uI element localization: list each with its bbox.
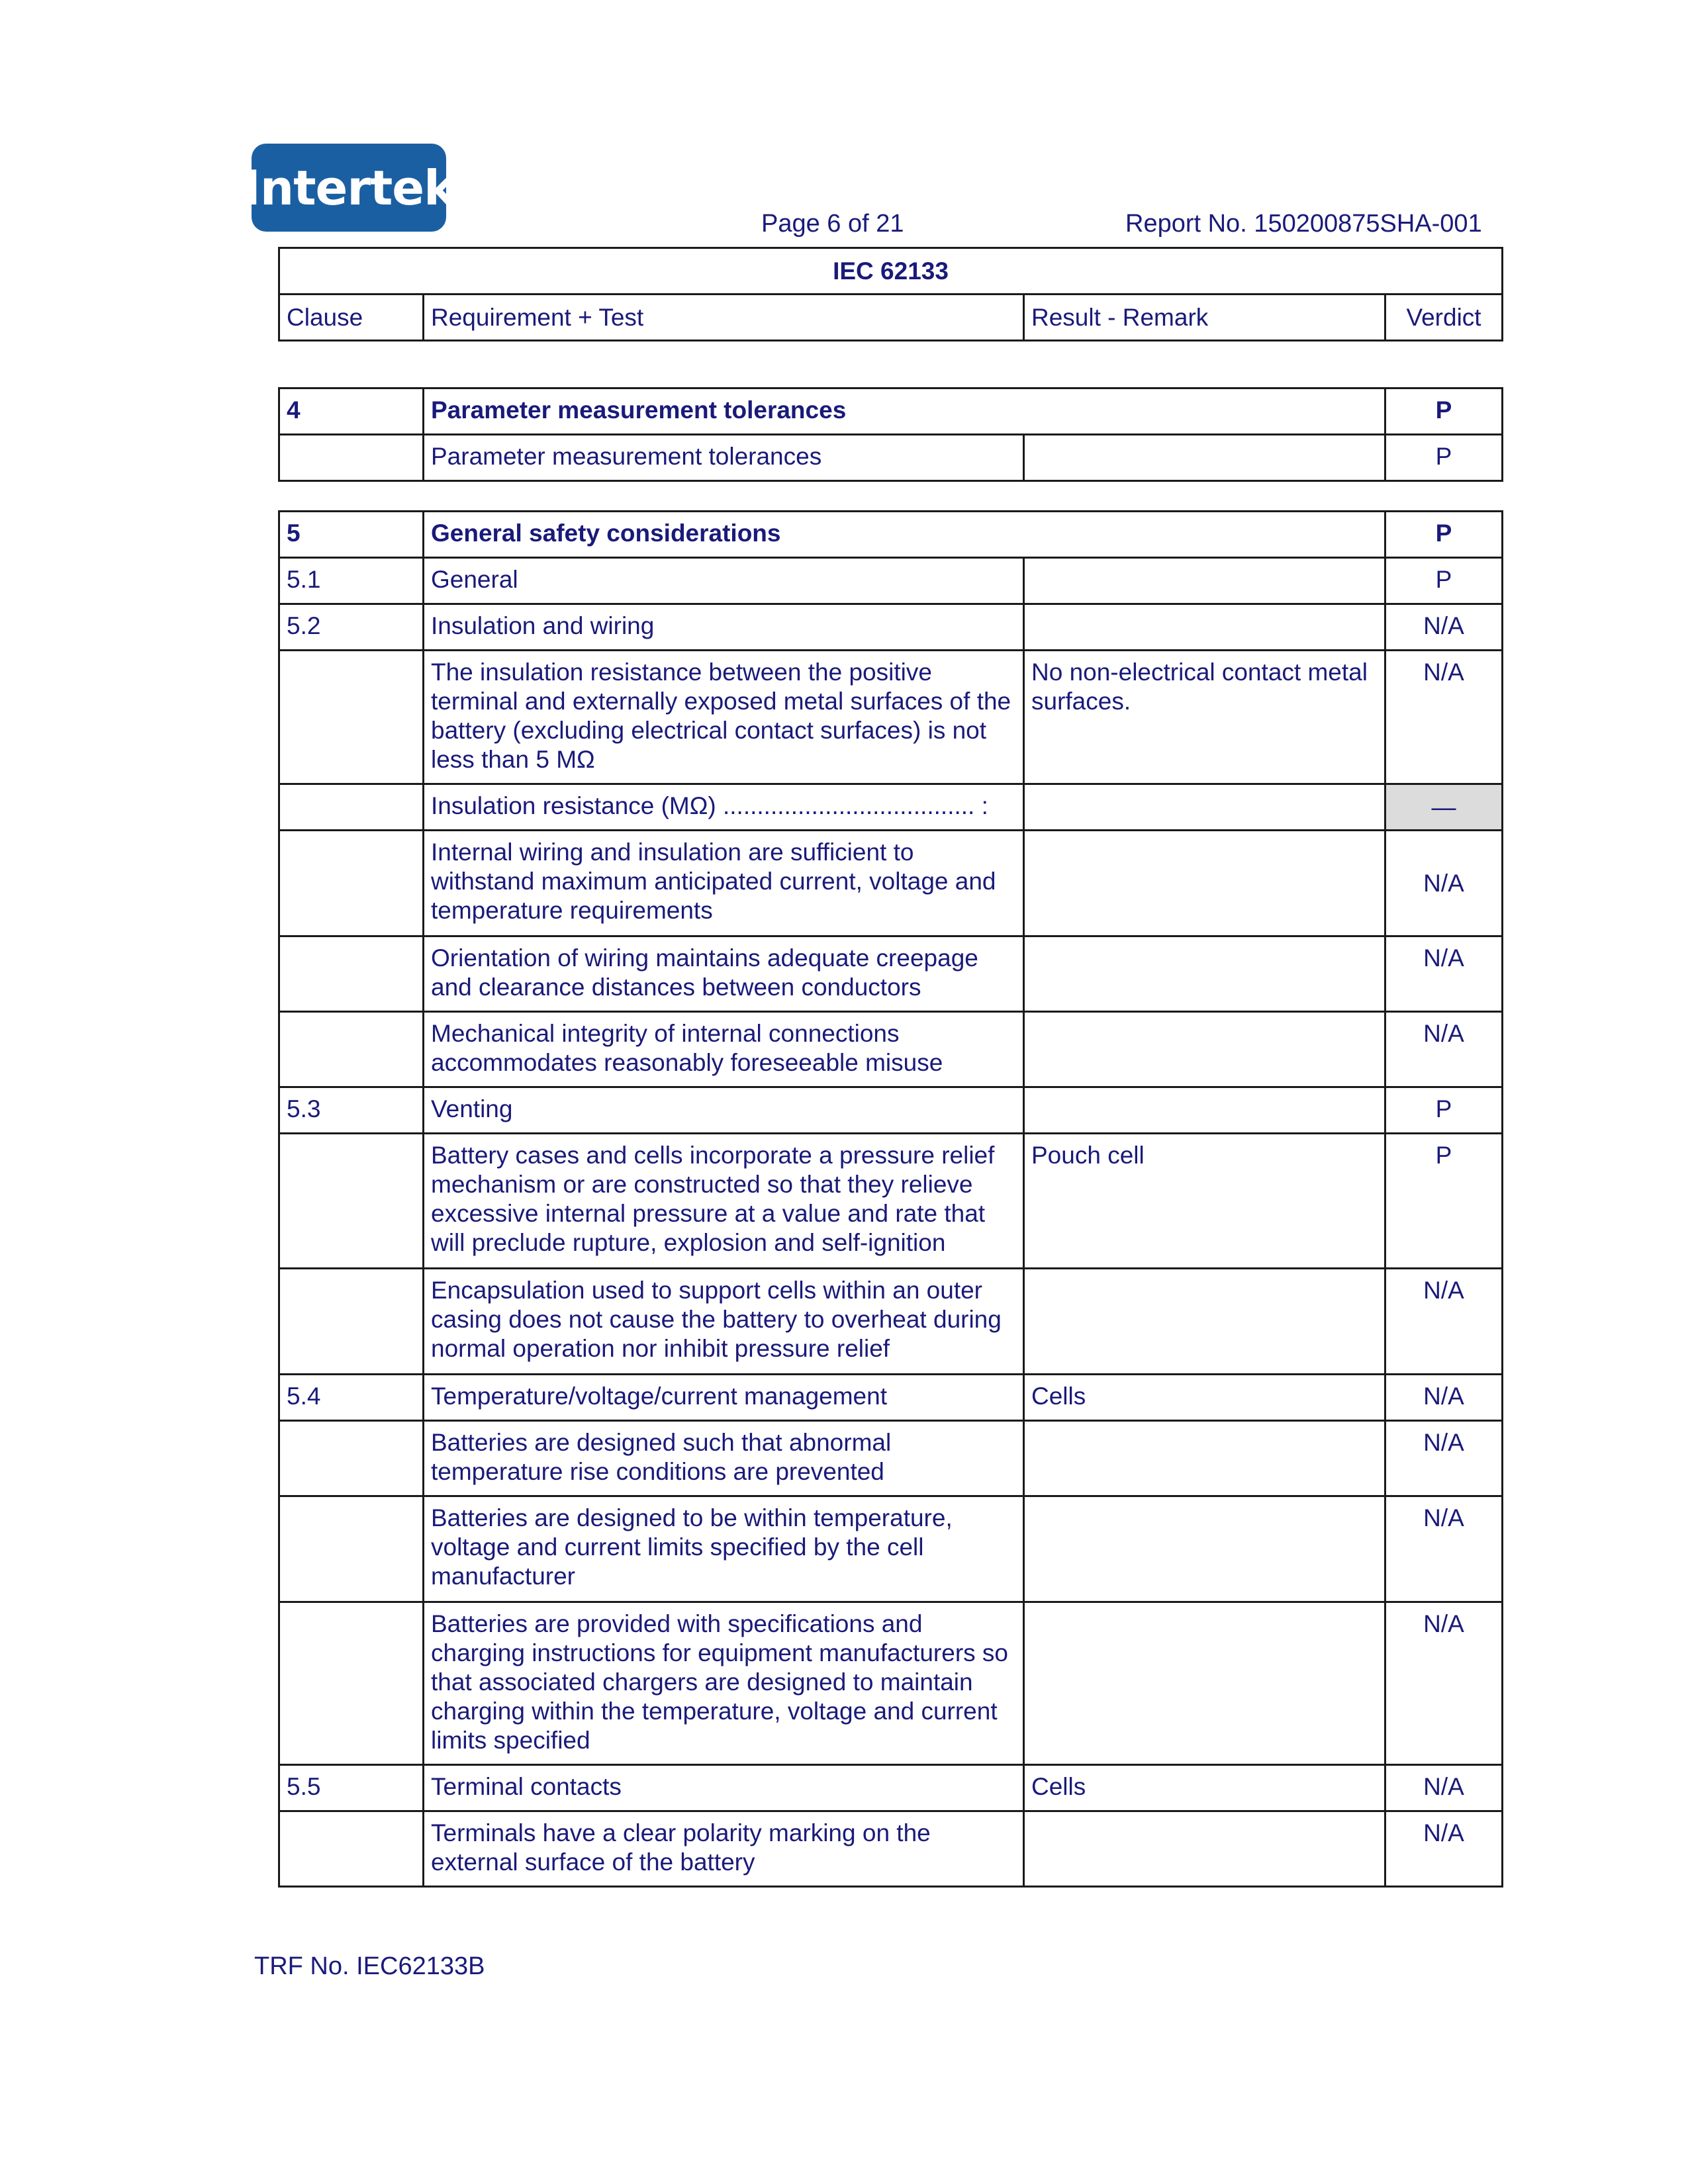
clause-cell: 5.3 [279,1087,424,1134]
verdict-cell: N/A [1385,1602,1503,1765]
requirement-cell: Temperature/voltage/current management [424,1375,1024,1421]
table-row [279,1496,1503,1602]
clause-cell [279,1496,424,1602]
verdict-cell: P [1385,1134,1503,1269]
result-cell [1024,1087,1385,1134]
column-header-clause: Clause [279,295,424,341]
clause-cell [279,651,424,784]
section-title: General safety considerations [424,512,1385,558]
verdict-cell: — [1385,784,1503,831]
result-cell [1024,936,1385,1012]
table-row [279,1134,1503,1269]
requirement-cell: Mechanical integrity of internal connections accommodates reasonably foreseeable misuse [424,1012,1024,1087]
clause-cell [279,435,424,481]
clause-cell: 5.1 [279,558,424,604]
result-cell [1024,831,1385,936]
result-cell [1024,1269,1385,1375]
clause-cell [279,831,424,936]
table-row [279,651,1503,784]
table-row [279,1375,1503,1421]
clause-cell [279,1421,424,1496]
section-title: Parameter measurement tolerances [424,388,1385,435]
clause-cell: 5.5 [279,1765,424,1811]
requirement-cell: Insulation and wiring [424,604,1024,651]
requirement-cell: Batteries are designed such that abnormal temperature rise conditions are prevented [424,1421,1024,1496]
requirement-cell: Encapsulation used to support cells within an outer casing does not cause the battery to overheat during normal operation nor inhibit pressure relief [424,1269,1024,1375]
table-row [279,936,1503,1012]
table-row [279,1811,1503,1887]
trf-number: TRF No. IEC62133B [254,1952,485,1980]
table-row [279,435,1503,481]
verdict-cell: N/A [1385,1269,1503,1375]
table-row [279,1421,1503,1496]
result-cell: Cells [1024,1375,1385,1421]
column-header-verdict: Verdict [1385,295,1503,341]
verdict-cell: N/A [1385,1811,1503,1887]
section-heading-row [279,512,1503,558]
requirement-cell: Insulation resistance (MΩ) ..................................... : [424,784,1024,831]
standard-header-table [278,247,1503,341]
verdict-cell: N/A [1385,1375,1503,1421]
result-cell [1024,604,1385,651]
requirement-cell: General [424,558,1024,604]
verdict-cell: N/A [1385,651,1503,784]
table-row [279,1602,1503,1765]
result-cell [1024,435,1385,481]
intertek-logo [243,144,455,232]
requirement-cell: The insulation resistance between the positive terminal and externally exposed metal surfaces of the battery (excluding electrical contact surfaces) is not less than 5 MΩ [424,651,1024,784]
result-cell [1024,558,1385,604]
section-4-table [278,387,1503,482]
result-cell [1024,1421,1385,1496]
result-cell: Pouch cell [1024,1134,1385,1269]
verdict-cell: N/A [1385,936,1503,1012]
clause-cell [279,1811,424,1887]
section-verdict: P [1385,512,1503,558]
verdict-cell: N/A [1385,1012,1503,1087]
verdict-cell: N/A [1385,604,1503,651]
table-row [279,784,1503,831]
requirement-cell: Batteries are designed to be within temperature, voltage and current limits specified by the cell manufacturer [424,1496,1024,1602]
table-row [279,604,1503,651]
clause-cell [279,1134,424,1269]
result-cell [1024,1496,1385,1602]
result-cell [1024,1602,1385,1765]
requirement-cell: Battery cases and cells incorporate a pressure relief mechanism or are constructed so that they relieve excessive internal pressure at a value and rate that will preclude rupture, explosion and self-ignition [424,1134,1024,1269]
verdict-cell: P [1385,435,1503,481]
section-verdict: P [1385,388,1503,435]
report-number: Report No. 150200875SHA-001 [1125,210,1482,238]
column-header-requirement: Requirement + Test [424,295,1024,341]
page-number: Page 6 of 21 [761,210,904,238]
requirement-cell: Orientation of wiring maintains adequate creepage and clearance distances between conductors [424,936,1024,1012]
requirement-cell: Venting [424,1087,1024,1134]
requirement-cell: Terminals have a clear polarity marking on the external surface of the battery [424,1811,1024,1887]
requirement-cell: Internal wiring and insulation are sufficient to withstand maximum anticipated current, voltage and temperature requirements [424,831,1024,936]
table-row [279,1087,1503,1134]
clause-cell [279,1269,424,1375]
result-cell [1024,784,1385,831]
section-heading-row [279,388,1503,435]
section-5-table [278,510,1503,1888]
table-row [279,1012,1503,1087]
table-row [279,1765,1503,1811]
clause-cell: 5.4 [279,1375,424,1421]
section-clause: 4 [279,388,424,435]
section-clause: 5 [279,512,424,558]
verdict-cell: P [1385,1087,1503,1134]
table-row [279,1269,1503,1375]
requirement-cell: Terminal contacts [424,1765,1024,1811]
result-cell [1024,1012,1385,1087]
result-cell [1024,1811,1385,1887]
clause-cell [279,1602,424,1765]
requirement-cell: Batteries are provided with specifications and charging instructions for equipment manufacturers so that associated chargers are designed to maintain charging within the temperature, voltage and current limits specified [424,1602,1024,1765]
clause-cell: 5.2 [279,604,424,651]
verdict-cell: N/A [1385,1496,1503,1602]
verdict-cell: N/A [1385,1765,1503,1811]
column-header-result: Result - Remark [1024,295,1385,341]
requirement-cell: Parameter measurement tolerances [424,435,1024,481]
verdict-cell: P [1385,558,1503,604]
verdict-cell: N/A [1385,831,1503,936]
clause-cell [279,936,424,1012]
result-cell: Cells [1024,1765,1385,1811]
result-cell: No non-electrical contact metal surfaces. [1024,651,1385,784]
table-row [279,831,1503,936]
standard-title: IEC 62133 [279,248,1503,295]
clause-cell [279,1012,424,1087]
verdict-cell: N/A [1385,1421,1503,1496]
table-row [279,558,1503,604]
logo-text: Intertek [243,159,455,216]
clause-cell [279,784,424,831]
